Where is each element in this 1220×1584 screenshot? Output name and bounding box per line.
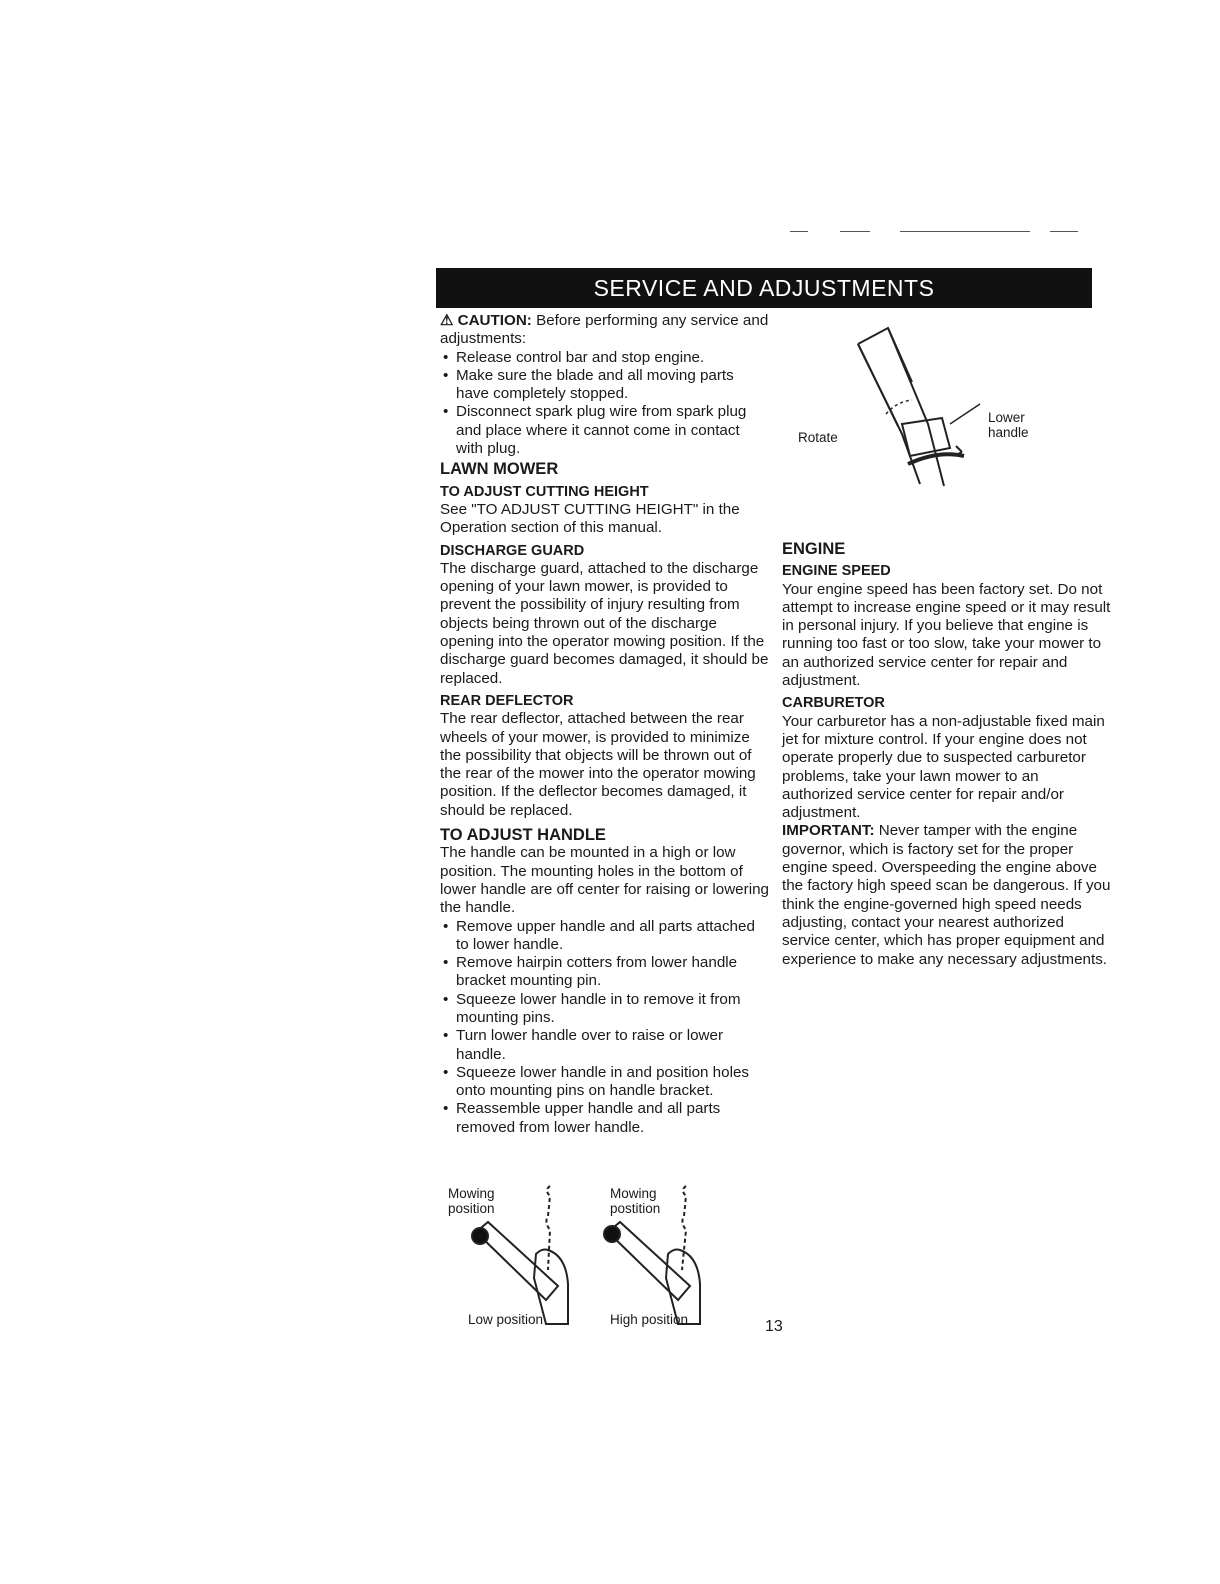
cutting-height-text: See "TO ADJUST CUTTING HEIGHT" in the Operation section of this manual.: [440, 500, 740, 537]
list-item: • Release control bar and stop engine.: [440, 349, 770, 367]
engine-speed-text: Your engine speed has been factory set. Do not attempt to increase engine speed or it may result in personal injury. If you believe that engine is running too fast or too slow, take your mower to an authorized service center for repair and adjustment.: [782, 580, 1111, 690]
adjust-handle-heading: TO ADJUST HANDLE: [440, 826, 606, 845]
list-item: • Reassemble upper handle and all parts removed from lower handle.: [440, 1100, 770, 1137]
scan-artifact-line: [900, 231, 1030, 232]
rotate-handle-figure: [790, 314, 1050, 514]
carburetor-text: Your carburetor has a non-adjustable fixed main jet for mixture control. If your engine does not operate properly due to suspected carburetor problems, take your lawn mower to an authorized service center for repair and/or adjustment.: [782, 712, 1105, 822]
discharge-guard-text: The discharge guard, attached to the discharge opening of your lawn mower, is provided to prevent the possibility of injury resulting from objects being thrown out of the discharge opening into the operator mowing position. If the discharge guard becomes damaged, it should be replaced.: [440, 559, 769, 687]
engine-heading: ENGINE: [782, 540, 846, 558]
high-position-label: High position: [610, 1312, 689, 1327]
rotate-label: Rotate: [798, 430, 838, 445]
left-column: [440, 312, 770, 1137]
scan-artifact-line: [840, 231, 870, 232]
caution-text: Before performing any service and adjustments:: [440, 312, 769, 348]
list-item: • Squeeze lower handle in and position holes onto mounting pins on handle bracket.: [440, 1064, 770, 1101]
carburetor-heading: CARBURETOR: [782, 695, 885, 712]
list-item: • Remove hairpin cotters from lower handle bracket mounting pin.: [440, 954, 770, 991]
list-item: • Disconnect spark plug wire from spark plug and place where it cannot come in contact with plug.: [440, 403, 770, 458]
warning-triangle-icon: ⚠: [440, 312, 454, 329]
adjust-handle-text: The handle can be mounted in a high or low position. The mounting holes in the bottom of lower handle are off center for raising or lowering the handle.: [440, 844, 769, 917]
handle-position-figure: [440, 1184, 760, 1334]
caution-intro: [440, 312, 770, 349]
lower-handle-label: Lower handle: [988, 410, 1029, 440]
rear-deflector-text: The rear deflector, attached between the rear wheels of your mower, is provided to minimize the possibility that objects will be thrown out of the rear of the mower into the operator mowing position. If the deflector becomes damaged, it should be replaced.: [440, 710, 756, 819]
adjust-handle-steps: [440, 918, 770, 1138]
scan-artifact-line: [790, 231, 808, 232]
high-mowing-position-label: Mowing postition: [610, 1186, 661, 1216]
important-note: [782, 822, 1112, 968]
caution-list: [440, 349, 770, 459]
list-item: • Make sure the blade and all moving parts have completely stopped.: [440, 367, 770, 404]
engine-speed-heading: ENGINE SPEED: [782, 563, 891, 580]
important-label: IMPORTANT:: [782, 822, 875, 840]
caution-label: CAUTION:: [457, 312, 532, 329]
low-position-label: Low position: [468, 1312, 544, 1327]
discharge-guard-heading: DISCHARGE GUARD: [440, 542, 585, 559]
cutting-height-heading: TO ADJUST CUTTING HEIGHT: [440, 483, 649, 500]
section-title: SERVICE AND ADJUSTMENTS: [593, 274, 935, 301]
page-number: 13: [765, 1318, 783, 1335]
low-mowing-position-label: Mowing position: [448, 1186, 495, 1216]
scan-artifact-line: [1050, 231, 1078, 232]
list-item: • Turn lower handle over to raise or lower handle.: [440, 1027, 770, 1064]
important-text: Never tamper with the engine governor, which is factory set for the proper engine speed. Overspeeding the engine above the factory high speed scan be dangerous. If you think the engine-governed high speed needs adjusting, contact your nearest authorized service center, which has proper equipment and experience to make any necessary adjustments.: [782, 822, 1111, 968]
section-banner: [436, 268, 1092, 308]
rear-deflector-heading: REAR DEFLECTOR: [440, 692, 574, 709]
right-column: [782, 538, 1112, 969]
list-item: • Remove upper handle and all parts attached to lower handle.: [440, 918, 770, 955]
list-item: • Squeeze lower handle in to remove it from mounting pins.: [440, 991, 770, 1028]
lawn-mower-heading: LAWN MOWER: [440, 460, 559, 479]
